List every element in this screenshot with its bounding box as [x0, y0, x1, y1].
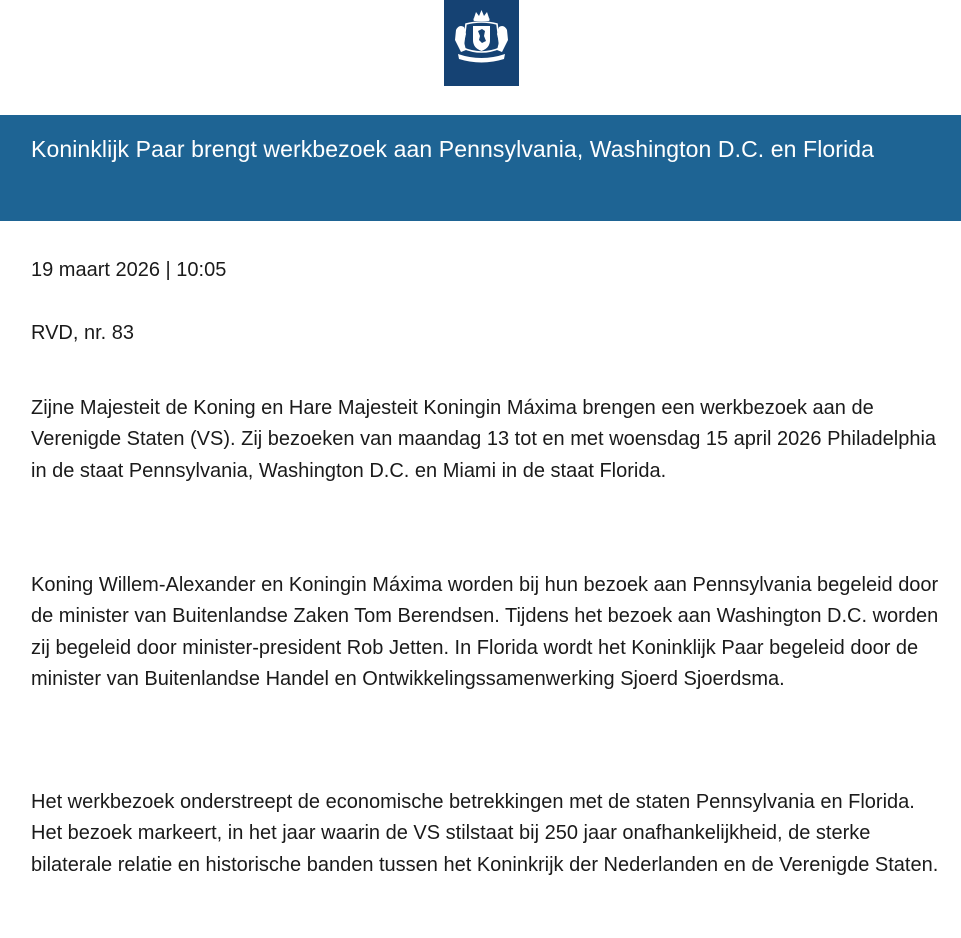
- reference-number: RVD, nr. 83: [31, 322, 135, 344]
- article-paragraph: Zijne Majesteit de Koning en Hare Majesteit Koningin Máxima brengen een werkbezoek aan de Verenigde Staten (VS). Zij bezoeken van maandag 13 tot en met woensdag 15 april 2026 Philadelphia in de staat Pennsylvania, Washington D.C. en Miami in de staat Florida.: [31, 397, 937, 482]
- article-paragraph: Het werkbezoek onderstreept de economische betrekkingen met de staten Pennsylvania en Florida. Het bezoek markeert, in het jaar waarin de VS stilstaat bij 250 jaar onafhankelijkheid, de sterke bilaterale relatie en historische banden tussen het Koninkrijk der Nederlanden en de Verenigde Staten.: [31, 791, 939, 876]
- title-banner: [0, 115, 961, 221]
- government-logo[interactable]: [444, 0, 519, 86]
- page-title: Koninklijk Paar brengt werkbezoek aan Pennsylvania, Washington D.C. en Florida: [31, 136, 875, 162]
- publication-date: 19 maart 2026 | 10:05: [31, 259, 227, 281]
- royal-coat-of-arms-icon: [444, 0, 519, 86]
- article-paragraph: Koning Willem-Alexander en Koningin Máxima worden bij hun bezoek aan Pennsylvania begeleid door de minister van Buitenlandse Zaken Tom Berendsen. Tijdens het bezoek aan Washington D.C. worden zij begeleid door minister-president Rob Jetten. In Florida wordt het Koninklijk Paar begeleid door de minister van Buitenlandse Handel en Ontwikkelingssamenwerking Sjoerd Sjoerdsma.: [31, 574, 939, 691]
